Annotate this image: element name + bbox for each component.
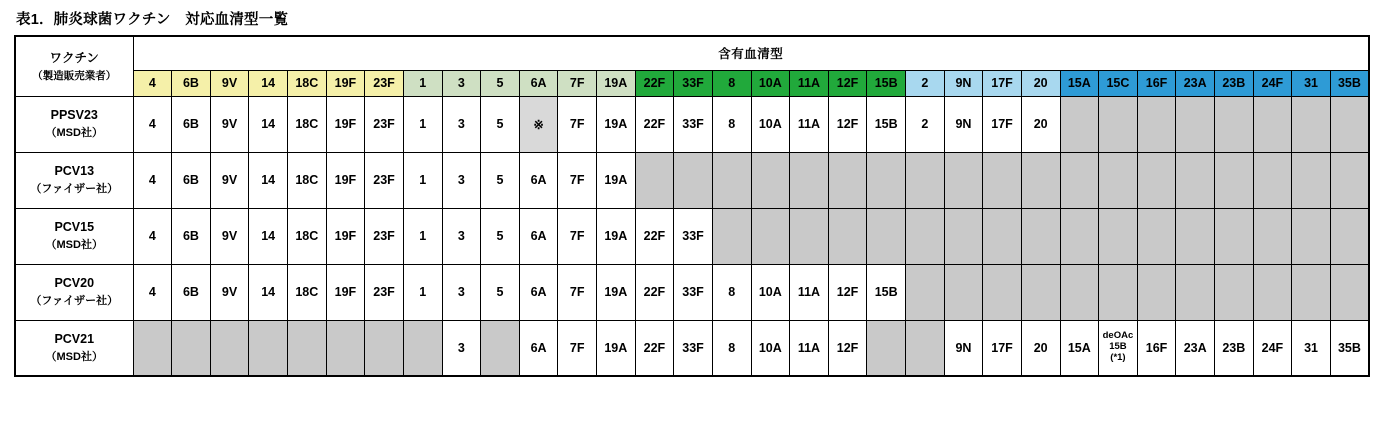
serotype-cell — [288, 320, 327, 376]
serotype-cell: 22F — [635, 264, 674, 320]
serotype-header-7F: 7F — [558, 70, 597, 96]
vaccine-name: PCV20 — [54, 276, 95, 291]
serotype-cell — [172, 320, 211, 376]
header-vaccine-label: ワクチン — [49, 50, 99, 65]
serotype-cell: 19A — [597, 152, 636, 208]
serotype-cell: 19F — [326, 264, 365, 320]
serotype-cell — [1215, 208, 1254, 264]
serotype-cell: 23F — [365, 264, 404, 320]
table-row — [15, 320, 1369, 376]
serotype-cell: 12F — [828, 96, 867, 152]
serotype-header-8: 8 — [712, 70, 751, 96]
serotype-cell: 7F — [558, 208, 597, 264]
serotype-header-15B: 15B — [867, 70, 906, 96]
serotype-cell: 8 — [712, 96, 751, 152]
serotype-cell: 14 — [249, 264, 288, 320]
table-caption: 表1．肺炎球菌ワクチン 対応血清型一覧 — [16, 12, 289, 28]
serotype-cell: 9N — [944, 320, 983, 376]
serotype-cell: 19F — [326, 208, 365, 264]
serotype-header-9V: 9V — [210, 70, 249, 96]
serotype-cell: 19A — [597, 96, 636, 152]
table-row — [15, 152, 1369, 208]
serotype-cell — [983, 208, 1022, 264]
vaccine-maker: （MSD社） — [45, 239, 103, 252]
header-vaccine-column — [15, 36, 133, 96]
serotype-cell: 19F — [326, 96, 365, 152]
serotype-header-5: 5 — [481, 70, 520, 96]
serotype-cell: 6A — [519, 208, 558, 264]
serotype-cell — [790, 152, 829, 208]
serotype-cell: 1 — [403, 208, 442, 264]
serotype-cell — [1330, 96, 1369, 152]
serotype-cell: 5 — [481, 152, 520, 208]
serotype-cell: 24F — [1253, 320, 1292, 376]
serotype-cell — [944, 264, 983, 320]
serotype-cell: 11A — [790, 96, 829, 152]
serotype-cell: 6A — [519, 152, 558, 208]
serotype-cell — [249, 320, 288, 376]
serotype-cell: 3 — [442, 152, 481, 208]
serotype-cell: 1 — [403, 152, 442, 208]
serotype-cell — [1099, 320, 1138, 376]
serotype-cell — [1330, 152, 1369, 208]
serotype-cell: 19A — [597, 208, 636, 264]
serotype-cell — [1292, 264, 1331, 320]
serotype-header-1: 1 — [403, 70, 442, 96]
serotype-cell: 23F — [365, 96, 404, 152]
table-head — [15, 36, 1369, 96]
serotype-cell: 11A — [790, 320, 829, 376]
serotype-header-11A: 11A — [790, 70, 829, 96]
serotype-cell — [1099, 152, 1138, 208]
serotype-cell: 9V — [210, 264, 249, 320]
serotype-cell — [133, 320, 172, 376]
serotype-cell — [1330, 264, 1369, 320]
serotype-cell — [1330, 208, 1369, 264]
serotype-cell: 9V — [210, 152, 249, 208]
serotype-cell: 20 — [1021, 96, 1060, 152]
serotype-cell — [1292, 152, 1331, 208]
serotype-cell: 6A — [519, 264, 558, 320]
vaccine-maker: （ファイザー社） — [30, 183, 119, 196]
serotype-header-31: 31 — [1292, 70, 1331, 96]
serotype-cell — [1137, 152, 1176, 208]
vaccine-maker: （MSD社） — [45, 350, 103, 363]
serotype-cell — [326, 320, 365, 376]
serotype-cell — [906, 320, 945, 376]
serotype-cell — [1215, 152, 1254, 208]
serotype-cell — [481, 320, 520, 376]
serotype-cell: 9V — [210, 96, 249, 152]
serotype-header-12F: 12F — [828, 70, 867, 96]
serotype-cell: ※ — [519, 96, 558, 152]
serotype-header-19F: 19F — [326, 70, 365, 96]
table-row — [15, 96, 1369, 152]
serotype-header-22F: 22F — [635, 70, 674, 96]
serotype-cell: 22F — [635, 96, 674, 152]
serotype-cell: 16F — [1137, 320, 1176, 376]
serotype-cell: 22F — [635, 208, 674, 264]
serotype-cell — [1021, 152, 1060, 208]
serotype-cell: 23F — [365, 208, 404, 264]
serotype-header-24F: 24F — [1253, 70, 1292, 96]
serotype-cell: 15B — [867, 96, 906, 152]
serotype-cell: 14 — [249, 96, 288, 152]
serotype-cell — [1253, 208, 1292, 264]
serotype-cell — [790, 208, 829, 264]
serotype-cell: 6B — [172, 152, 211, 208]
serotype-cell: 17F — [983, 320, 1022, 376]
serotype-cell — [712, 208, 751, 264]
serotype-cell: 33F — [674, 96, 713, 152]
serotype-cell: 33F — [674, 208, 713, 264]
serotype-header-14: 14 — [249, 70, 288, 96]
serotype-cell — [944, 152, 983, 208]
serotype-cell: 19F — [326, 152, 365, 208]
serotype-cell — [1060, 152, 1099, 208]
serotype-cell — [635, 152, 674, 208]
serotype-cell: 4 — [133, 208, 172, 264]
serotype-cell: 14 — [249, 208, 288, 264]
serotype-cell: 8 — [712, 264, 751, 320]
row-label-PCV15 — [15, 208, 133, 264]
serotype-cell-line: 15B — [1109, 341, 1127, 353]
serotype-cell — [1176, 152, 1215, 208]
serotype-cell — [867, 208, 906, 264]
serotype-cell: 17F — [983, 96, 1022, 152]
serotype-header-33F: 33F — [674, 70, 713, 96]
serotype-cell — [828, 208, 867, 264]
serotype-cell: 1 — [403, 96, 442, 152]
serotype-cell: 18C — [288, 152, 327, 208]
serotype-cell: 3 — [442, 320, 481, 376]
serotype-cell — [1060, 96, 1099, 152]
serotype-cell: 23B — [1215, 320, 1254, 376]
serotype-cell: 12F — [828, 320, 867, 376]
serotype-cell: 18C — [288, 96, 327, 152]
serotype-cell — [906, 208, 945, 264]
serotype-header-19A: 19A — [597, 70, 636, 96]
serotype-cell: 2 — [906, 96, 945, 152]
vaccine-name: PCV21 — [54, 331, 95, 346]
header-row-group — [15, 36, 1369, 70]
serotype-cell: 22F — [635, 320, 674, 376]
serotype-header-15A: 15A — [1060, 70, 1099, 96]
header-serotype-group: 含有血清型 — [133, 36, 1369, 70]
serotype-cell — [1176, 208, 1215, 264]
serotype-cell — [867, 152, 906, 208]
serotype-cell — [1176, 96, 1215, 152]
serotype-cell: 23F — [365, 152, 404, 208]
serotype-cell — [828, 152, 867, 208]
serotype-cell — [1253, 264, 1292, 320]
serotype-cell: 18C — [288, 208, 327, 264]
table-row — [15, 208, 1369, 264]
serotype-cell — [365, 320, 404, 376]
serotype-cell — [1060, 264, 1099, 320]
serotype-cell — [1176, 264, 1215, 320]
vaccine-name: PCV15 — [54, 220, 95, 235]
serotype-cell: 3 — [442, 96, 481, 152]
serotype-header-17F: 17F — [983, 70, 1022, 96]
serotype-cell: 14 — [249, 152, 288, 208]
serotype-cell: 19A — [597, 320, 636, 376]
serotype-cell: 8 — [712, 320, 751, 376]
serotype-cell — [712, 152, 751, 208]
header-row-serotypes — [15, 70, 1369, 96]
row-label-PCV21 — [15, 320, 133, 376]
serotype-cell — [1137, 264, 1176, 320]
serotype-cell — [983, 152, 1022, 208]
serotype-header-35B: 35B — [1330, 70, 1369, 96]
serotype-cell — [1060, 208, 1099, 264]
serotype-header-9N: 9N — [944, 70, 983, 96]
serotype-cell — [1099, 96, 1138, 152]
serotype-cell — [1215, 264, 1254, 320]
serotype-cell — [1253, 96, 1292, 152]
serotype-cell — [1137, 96, 1176, 152]
serotype-cell: 20 — [1021, 320, 1060, 376]
serotype-header-23A: 23A — [1176, 70, 1215, 96]
serotype-cell: 7F — [558, 264, 597, 320]
serotype-header-15C: 15C — [1099, 70, 1138, 96]
serotype-cell: 12F — [828, 264, 867, 320]
serotype-cell: 5 — [481, 96, 520, 152]
serotype-cell: 5 — [481, 208, 520, 264]
serotype-cell — [1137, 208, 1176, 264]
serotype-cell: 4 — [133, 152, 172, 208]
serotype-cell: 5 — [481, 264, 520, 320]
serotype-cell — [906, 264, 945, 320]
row-label-PPSV23 — [15, 96, 133, 152]
serotype-cell — [983, 264, 1022, 320]
serotype-header-6B: 6B — [172, 70, 211, 96]
serotype-header-23B: 23B — [1215, 70, 1254, 96]
serotype-cell: 23A — [1176, 320, 1215, 376]
vaccine-maker: （MSD社） — [45, 127, 103, 140]
serotype-header-3: 3 — [442, 70, 481, 96]
serotype-cell: 33F — [674, 320, 713, 376]
serotype-cell — [1021, 264, 1060, 320]
serotype-cell: 7F — [558, 152, 597, 208]
row-label-PCV13 — [15, 152, 133, 208]
serotype-cell-line: (*1) — [1110, 352, 1126, 364]
table-body — [15, 96, 1369, 376]
vaccine-name: PPSV23 — [50, 108, 98, 123]
vaccine-name: PCV13 — [54, 164, 95, 179]
vaccine-maker: （ファイザー社） — [30, 295, 119, 308]
serotype-cell: 9V — [210, 208, 249, 264]
serotype-cell — [944, 208, 983, 264]
serotype-cell — [1099, 208, 1138, 264]
serotype-cell: 3 — [442, 208, 481, 264]
serotype-cell: 3 — [442, 264, 481, 320]
serotype-cell — [1099, 264, 1138, 320]
serotype-cell — [906, 152, 945, 208]
serotype-cell: 4 — [133, 96, 172, 152]
serotype-cell: 10A — [751, 96, 790, 152]
serotype-cell: 18C — [288, 264, 327, 320]
serotype-cell — [1021, 208, 1060, 264]
serotype-header-16F: 16F — [1137, 70, 1176, 96]
serotype-cell — [1292, 208, 1331, 264]
serotype-cell: 6B — [172, 264, 211, 320]
serotype-cell — [751, 208, 790, 264]
serotype-cell: 33F — [674, 264, 713, 320]
serotype-cell: 35B — [1330, 320, 1369, 376]
serotype-header-6A: 6A — [519, 70, 558, 96]
serotype-header-10A: 10A — [751, 70, 790, 96]
serotype-header-2: 2 — [906, 70, 945, 96]
serotype-cell: 4 — [133, 264, 172, 320]
row-label-PCV20 — [15, 264, 133, 320]
serotype-cell — [210, 320, 249, 376]
header-vaccine-sublabel: （製造販売業者） — [32, 69, 117, 82]
serotype-cell: 6B — [172, 208, 211, 264]
serotype-cell: 10A — [751, 320, 790, 376]
serotype-cell: 15A — [1060, 320, 1099, 376]
serotype-cell: 31 — [1292, 320, 1331, 376]
serotype-cell — [1253, 152, 1292, 208]
serotype-cell — [1215, 96, 1254, 152]
serotype-cell: 15B — [867, 264, 906, 320]
serotype-cell: 6A — [519, 320, 558, 376]
serotype-cell: 11A — [790, 264, 829, 320]
table-row — [15, 264, 1369, 320]
serotype-header-20: 20 — [1021, 70, 1060, 96]
serotype-cell-line: deOAc — [1102, 330, 1134, 342]
serotype-header-4: 4 — [133, 70, 172, 96]
serotype-header-18C: 18C — [288, 70, 327, 96]
serotype-cell: 9N — [944, 96, 983, 152]
serotype-cell: 10A — [751, 264, 790, 320]
serotype-cell: 19A — [597, 264, 636, 320]
serotype-cell: 6B — [172, 96, 211, 152]
serotype-cell: 1 — [403, 264, 442, 320]
serotype-cell — [867, 320, 906, 376]
serotype-cell — [403, 320, 442, 376]
serotype-header-23F: 23F — [365, 70, 404, 96]
serotype-cell: 7F — [558, 320, 597, 376]
serotype-cell — [751, 152, 790, 208]
serotype-cell: 7F — [558, 96, 597, 152]
serotype-cell — [1292, 96, 1331, 152]
pneumococcal-vaccine-serotype-table — [14, 35, 1370, 377]
serotype-cell — [674, 152, 713, 208]
